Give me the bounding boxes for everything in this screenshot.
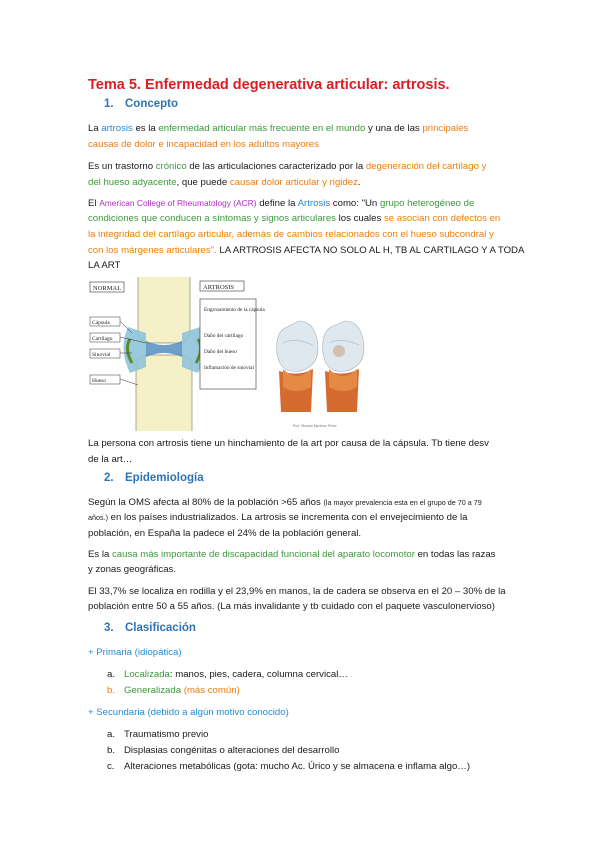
term-artrosis: artrosis — [101, 123, 133, 134]
list-marker: a. — [107, 669, 116, 680]
paragraph-line: y zonas geográficas. — [88, 564, 176, 575]
highlight-text: Localizada — [124, 669, 170, 680]
paragraph-line — [88, 159, 486, 175]
paragraph-line — [88, 547, 495, 563]
term-artrosis: Artrosis — [297, 198, 331, 209]
highlight-text: con los márgenes articulares". — [88, 245, 217, 256]
figure-label-artrosis: ARTROSIS — [203, 284, 235, 291]
text: . — [357, 177, 361, 188]
figure-right-label: Inflamación de sinovial — [204, 365, 255, 371]
section-label: Clasificación — [125, 622, 196, 634]
list-marker: a. — [107, 729, 116, 740]
paragraph-line: causas de dolor e incapacidad en los adultos mayores — [88, 139, 319, 150]
paragraph-line: LA ART — [88, 260, 121, 271]
list-item — [107, 727, 208, 743]
section-label: Epidemiología — [125, 472, 204, 484]
list-marker: b. — [107, 685, 116, 696]
section-number: 3. — [104, 622, 114, 634]
highlight-text: causar dolor articular y rigidez — [229, 177, 358, 188]
classification-secondary: + Secundaria (debido a algún motivo conocido) — [88, 707, 289, 718]
highlight-text: condiciones que conducen a síntomas y signos articulares — [88, 213, 336, 224]
note-text: años.) — [88, 513, 108, 522]
text: Displasias congénitas o alteraciones del desarrollo — [124, 745, 340, 756]
figure-left-label: Cápsula — [92, 320, 110, 326]
text: Es un trastorno — [88, 161, 156, 172]
list-marker: b. — [107, 745, 116, 756]
classification-primary: + Primaria (idiopática) — [88, 647, 182, 658]
section-number: 1. — [104, 98, 114, 110]
paragraph-line: la integridad del cartílago articular, además de cambios relacionados con el hueso subcondral y — [88, 229, 494, 240]
highlight-text: crónico — [155, 161, 187, 172]
list-item — [107, 683, 240, 699]
paragraph-line: población, en España la padece el 24% de la población general. — [88, 528, 362, 539]
text: es la — [132, 123, 159, 134]
text: como: "Un — [330, 198, 380, 209]
text: Traumatismo previo — [124, 729, 209, 740]
paragraph-line — [88, 243, 524, 259]
highlight-text: causa más importante de discapacidad funcional del aparato locomotor — [112, 549, 415, 560]
highlight-text: principales — [422, 123, 469, 134]
section-heading-clasificacion — [104, 622, 196, 634]
text: Alteraciones metabólicas (gota: mucho Ac. Úrico y se almacena e inflama algo…) — [124, 761, 471, 772]
page-title: Tema 5. Enfermedad degenerativa articular: artrosis. — [88, 77, 450, 93]
paragraph-line: población entre 50 a 55 años. (La más invalidante y tb cuidado con el paquete vasculonervioso) — [88, 601, 495, 612]
highlight-text: Generalizada — [124, 685, 182, 696]
section-heading-epidemiologia — [104, 472, 204, 484]
figure-left-label: Hueso — [92, 378, 107, 384]
paragraph-line — [88, 196, 474, 212]
text: de las articulaciones caracterizado por la — [186, 161, 366, 172]
highlight-text: (más común) — [181, 685, 240, 696]
paragraph-line — [88, 495, 482, 511]
text: en los países industrializados. La artrosis se incrementa con el envejecimiento de la — [107, 512, 468, 523]
text: y una de las — [365, 123, 423, 134]
figure-credit: Prof. Ricardo Martínez Pérez — [293, 424, 337, 428]
figure-right-label: Daño del cartílago — [204, 333, 244, 339]
figure-right-label: Daño del hueso — [204, 349, 237, 355]
list-item — [107, 759, 470, 775]
paragraph-line — [88, 175, 361, 191]
text: en todas las razas — [414, 549, 496, 560]
section-heading-concepto — [104, 98, 178, 110]
highlight-text: grupo heterogéneo de — [379, 198, 475, 209]
text: : manos, pies, cadera, columna cervical… — [169, 669, 348, 680]
highlight-text: enfermedad articular más frecuente en el mundo — [158, 123, 366, 134]
text: Según la OMS afecta al 80% de la población >65 años — [88, 497, 324, 508]
knee-illustrations — [269, 291, 373, 412]
text: los cuales — [335, 213, 384, 224]
figure-left-label: Sinovial — [92, 352, 111, 358]
text: LA ARTROSIS AFECTA NO SOLO AL H, TB AL CARTILAGO Y A TODA — [216, 245, 525, 256]
highlight-text: del hueso adyacente — [88, 177, 177, 188]
acr-name: American College of Rheumatology (ACR) — [99, 198, 257, 208]
text: El — [88, 198, 100, 209]
list-item — [107, 667, 348, 683]
paragraph-line: La persona con artrosis tiene un hinchamiento de la art por causa de la cápsula. Tb tiene desv — [88, 438, 489, 449]
section-number: 2. — [104, 472, 114, 484]
highlight-text: degeneración del cartílago y — [365, 161, 487, 172]
paragraph-line — [88, 510, 467, 526]
figure-left-label: Cartílago — [92, 336, 113, 342]
list-marker: c. — [107, 761, 115, 772]
text: Es la — [88, 549, 112, 560]
section-label: Concepto — [125, 98, 179, 110]
note-text: (la mayor prevalencia esta en el grupo de 70 a 79 — [323, 498, 482, 507]
figure-right-label: Engrosamiento de la cápsula — [204, 307, 265, 313]
text: , que puede — [176, 177, 230, 188]
text: define la — [256, 198, 298, 209]
list-item — [107, 743, 339, 759]
figure-label-normal: NORMAL — [93, 285, 122, 292]
paragraph-line — [88, 211, 500, 227]
highlight-text: se asocian con defectos en — [383, 213, 501, 224]
paragraph-line: de la art… — [88, 454, 133, 465]
paragraph-line — [88, 121, 468, 137]
paragraph-line: El 33,7% se localiza en rodilla y el 23,9% en manos, la de cadera se observa en el 20 – 30% de la — [88, 586, 506, 597]
text: La — [88, 123, 102, 134]
